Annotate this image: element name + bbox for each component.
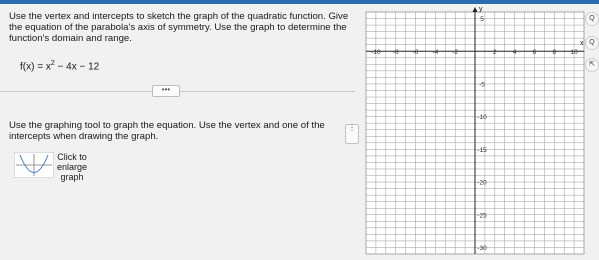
y-tick-label: 5 [480, 16, 484, 24]
y-tick-label: -10 [477, 114, 487, 122]
y-tick-label: -20 [477, 179, 487, 187]
magnifier-plus-icon: Q [589, 15, 595, 22]
x-tick-label: -10 [371, 49, 381, 57]
y-axis-arrow [473, 7, 478, 12]
zoom-out-button[interactable] [585, 36, 599, 50]
x-tick-label: -8 [392, 49, 399, 57]
x-tick-label: 8 [552, 49, 557, 57]
function-exponent: 2 [50, 60, 55, 67]
panel-splitter-handle[interactable] [345, 124, 359, 144]
enlarge-line-2: enlarge [57, 162, 88, 172]
click-to-enlarge-link[interactable] [57, 152, 87, 182]
enlarge-line-3: graph [60, 172, 84, 182]
expand-graph-button[interactable] [585, 58, 599, 72]
x-tick-label: -4 [432, 49, 439, 57]
graph-thumbnail[interactable] [14, 152, 54, 178]
show-more-button[interactable]: ••• [152, 85, 180, 97]
y-axis-label: y [479, 6, 483, 13]
x-tick-label: -2 [452, 49, 459, 57]
zoom-in-button[interactable] [585, 12, 599, 26]
y-tick-label: -5 [479, 81, 485, 89]
x-tick-label: 6 [532, 49, 537, 57]
x-tick-label: 2 [493, 49, 497, 57]
vertical-dots-icon: ⋮ [348, 123, 356, 132]
y-tick-label: -15 [477, 146, 487, 154]
question-panel [0, 4, 355, 260]
x-tick-label: -6 [412, 49, 419, 57]
graphing-tool-instructions: Use the graphing tool to graph the equation. Use the vertex and one of the intercepts when drawing the graph. [9, 120, 325, 142]
x-axis-label: x [580, 40, 584, 48]
function-expression [20, 60, 99, 72]
y-tick-label: -30 [477, 244, 487, 252]
enlarge-line-1: Click to [57, 152, 87, 162]
y-tick-label: -25 [477, 212, 487, 220]
function-prefix: f(x) = x [20, 61, 51, 73]
magnifier-minus-icon: Q [589, 39, 595, 46]
function-suffix: − 4x − 12 [54, 61, 100, 73]
x-tick-label: 4 [512, 49, 517, 57]
question-instructions: Use the vertex and intercepts to sketch the graph of the quadratic function. Give the equation of the parabola's axis of symmetry. Use the graph to determine the function's domain and range. [9, 11, 349, 44]
expand-icon: ⇱ [589, 61, 595, 68]
coordinate-grid[interactable] [362, 4, 595, 260]
x-tick-label: 10 [570, 49, 578, 57]
